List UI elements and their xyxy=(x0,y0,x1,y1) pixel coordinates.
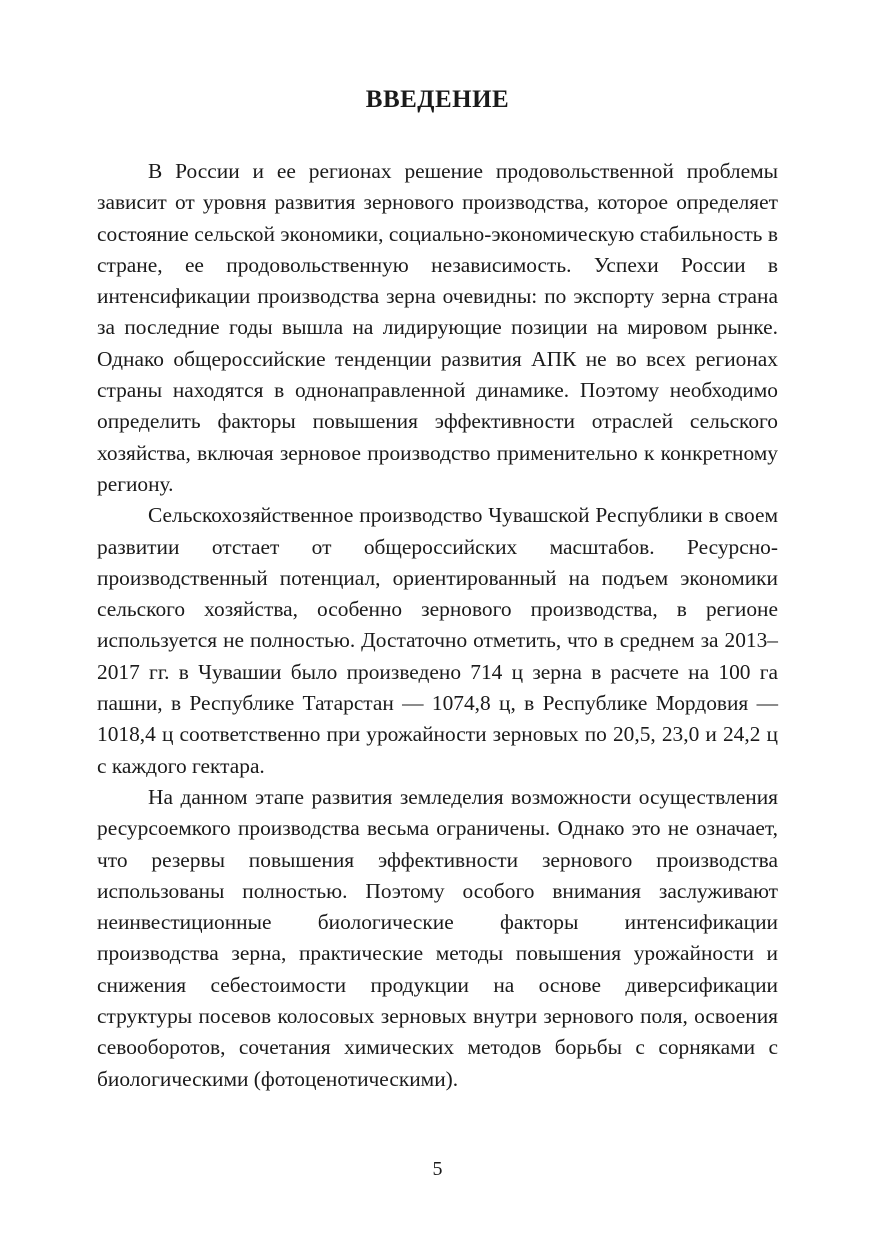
paragraph-2: Сельскохозяйственное производство Чувашской Республики в своем развитии отстает от общероссийских масштабов. Ресурсно-производственный потенциал, ориентированный на подъем экономики сельского хозяйства, особенно зернового производства, в регионе используется не полностью. Достаточно отметить, что в среднем за 2013–2017 гг. в Чувашии было произведено 714 ц зерна в расчете на 100 га пашни, в Республике Татарстан — 1074,8 ц, в Республике Мордовия — 1018,4 ц соответственно при урожайности зерновых по 20,5, 23,0 и 24,2 ц с каждого гектара. xyxy=(97,503,778,778)
document-page xyxy=(97,0,778,1240)
page-title: ВВЕДЕНИЕ xyxy=(365,86,510,113)
paragraph-1: В России и ее регионах решение продовольственной проблемы зависит от уровня развития зернового производства, которое определяет состояние сельской экономики, социально-экономическую стабильность в стране, ее продовольственную независимость. Успехи России в интенсификации производства зерна очевидны: по экспорту зерна страна за последние годы вышла на лидирующие позиции на мировом рынке. Однако общероссийские тенденции развития АПК не во всех регионах страны находятся в однонаправленной динамике. Поэтому необходимо определить факторы повышения эффективности отраслей сельского хозяйства, включая зерновое производство применительно к конкретному региону. xyxy=(97,159,778,496)
page-number: 5 xyxy=(432,1158,443,1180)
paragraph-3: На данном этапе развития земледелия возможности осуществления ресурсоемкого производства весьма ограничены. Однако это не означает, что резервы повышения эффективности зернового производства использованы полностью. Поэтому особого внимания заслуживают неинвестиционные биологические факторы интенсификации производства зерна, практические методы повышения урожайности и снижения себестоимости продукции на основе диверсификации структуры посевов колосовых зерновых внутри зернового поля, освоения севооборотов, сочетания химических методов борьбы с сорняками с биологическими (фотоценотическими). xyxy=(97,784,778,1091)
body-text xyxy=(97,156,778,1095)
